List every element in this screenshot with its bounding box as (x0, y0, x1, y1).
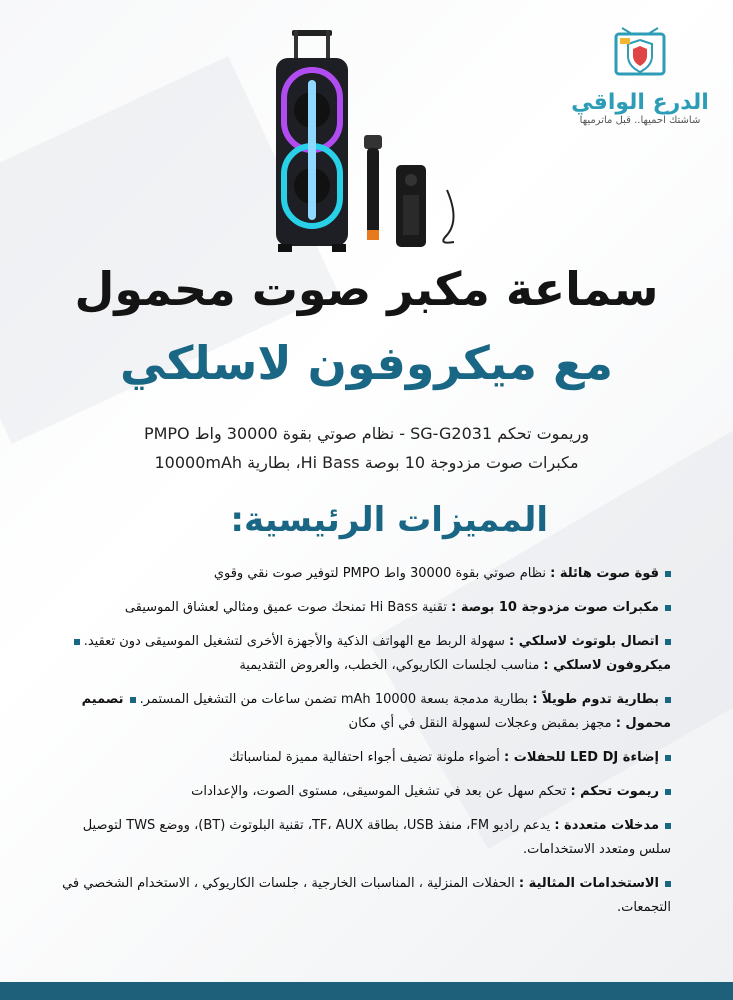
features-list (61, 562, 671, 930)
brand-name: الدرع الواقي (571, 90, 709, 115)
product-image (262, 30, 472, 255)
bullet-icon (665, 605, 671, 611)
feature-text: تقنية Hi Bass تمنحك صوت عميق ومثالي لعشاق الموسيقى (124, 600, 452, 615)
feature-text: يدعم راديو FM، منفذ USB، بطاقة TF، AUX، تقنية البلوتوث (BT)، ووضع TWS لتوصيل سلس ومتعدد الاستخدامات. (82, 818, 671, 857)
brand-logo (565, 24, 715, 126)
subtitle-line2: مكبرات صوت مزدوجة 10 بوصة Hi Bass، بطارية 10000mAh (154, 453, 579, 472)
feature-text: بطارية مدمجة بسعة 10000 mAh تضمن ساعات من التشغيل المستمر. (139, 692, 533, 707)
product-title-line1: سماعة مكبر صوت محمول (74, 262, 659, 316)
feature-key: إضاءة LED DJ للحفلات : (504, 750, 659, 765)
feature-item (61, 814, 671, 862)
feature-item (61, 630, 671, 678)
feature-item (61, 872, 671, 920)
feature-key: اتصال بلوتوث لاسلكي : (508, 634, 659, 649)
feature-key: مدخلات متعددة : (554, 818, 659, 833)
feature-key: تصميم محمول : (81, 692, 671, 731)
feature-key: ميكروفون لاسلكي : (543, 658, 671, 673)
feature-text: سهولة الربط مع الهواتف الذكية والأجهزة الأخرى لتشغيل الموسيقى دون تعقيد. (83, 634, 509, 649)
feature-item (61, 688, 671, 736)
feature-text: أضواء ملونة تضيف أجواء احتفالية مميزة لمناسباتك (229, 750, 505, 765)
feature-text: نظام صوتي بقوة 30000 واط PMPO لتوفير صوت نقي وقوي (213, 566, 551, 581)
feature-text: مجهز بمقبض وعجلات لسهولة النقل في أي مكان (348, 716, 616, 731)
bullet-icon (665, 789, 671, 795)
bullet-icon (665, 755, 671, 761)
bullet-icon (74, 639, 80, 645)
bullet-icon (665, 571, 671, 577)
bullet-icon (665, 697, 671, 703)
bullet-icon (665, 639, 671, 645)
footer-bar (0, 982, 733, 1000)
feature-item (61, 780, 671, 804)
feature-item (61, 746, 671, 770)
feature-key: الاستخدامات المثالية : (518, 876, 659, 891)
feature-item (61, 562, 671, 586)
bullet-icon (130, 697, 136, 703)
feature-key: مكبرات صوت مزدوجة 10 بوصة : (451, 600, 659, 615)
feature-key: قوة صوت هائلة : (550, 566, 659, 581)
feature-key: ريموت تحكم : (570, 784, 659, 799)
feature-key: بطارية تدوم طويلاً : (532, 692, 659, 707)
feature-text: تحكم سهل عن بعد في تشغيل الموسيقى، مستوى الصوت، والإعدادات (191, 784, 571, 799)
product-title-line2: مع ميكروفون لاسلكي (120, 336, 613, 390)
bullet-icon (665, 823, 671, 829)
features-heading: المميزات الرئيسية: (230, 500, 548, 540)
feature-text: مناسب لجلسات الكاريوكي، الخطب، والعروض التقديمية (239, 658, 544, 673)
subtitle-line1: وريموت تحكم SG-G2031 - نظام صوتي بقوة 30000 واط PMPO (143, 424, 590, 443)
shield-logo-icon (610, 24, 670, 84)
bullet-icon (665, 881, 671, 887)
feature-text: الحفلات المنزلية ، المناسبات الخارجية ، جلسات الكاريوكي ، الاستخدام الشخصي في التجمعات. (62, 876, 671, 915)
feature-item (61, 596, 671, 620)
brand-tagline: شاشتك احميها.. قبل ماترميها (579, 115, 701, 126)
